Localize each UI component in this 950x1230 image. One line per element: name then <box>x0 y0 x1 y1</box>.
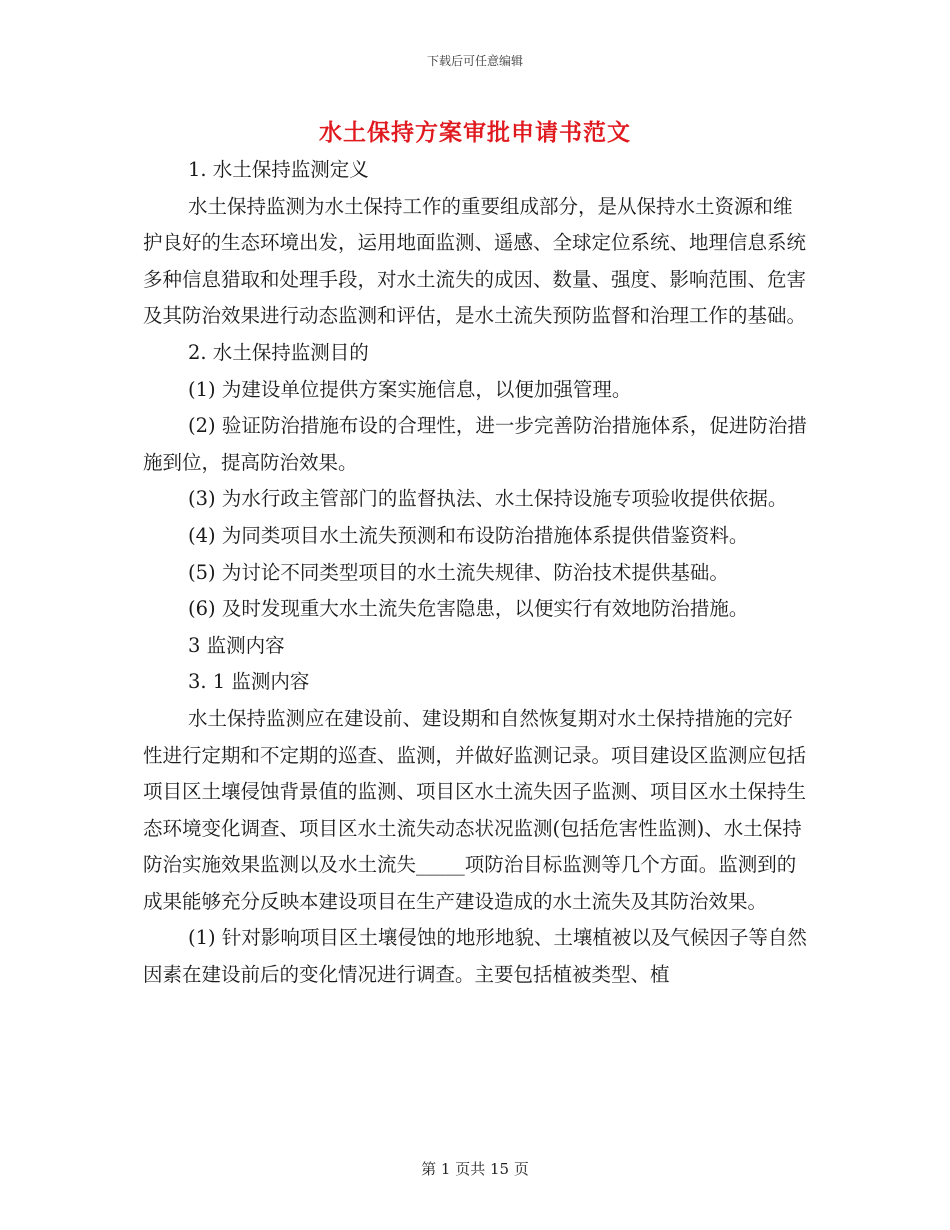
list-item-monitoring-1: (1) 针对影响项目区土壤侵蚀的地形地貌、土壤植被以及气候因子等自然因素在建设前后的变化情况进行调查。主要包括植被类型、植 <box>143 926 807 987</box>
document-title: 水土保持方案审批申请书范文 <box>319 119 631 146</box>
section-heading-1: 1. 水土保持监测定义 <box>188 158 369 181</box>
section-heading-2: 2. 水土保持监测目的 <box>188 340 369 364</box>
list-item-4: (4) 为同类项目水土流失预测和布设防治措施体系提供借鉴资料。 <box>188 523 749 547</box>
paragraph-monitoring-content: 水土保持监测应在建设前、建设期和自然恢复期对水土保持措施的完好性进行定期和不定期的巡查、监测，并做好监测记录。项目建设区监测应包括项目区土壤侵蚀背景值的监测、项目区水土流失因子监测、项目区水土保持生态环境变化调查、项目区水土流失动态状况监测(包括危害性监测)、水土保持防治实施效果监测以及水土流失_____项防治目标监测等几个方面。监测到的成果能够充分反映本建设项目在生产建设造成的水土流失及其防治效果。 <box>143 706 807 913</box>
page-header-note: 下载后可任意编辑 <box>426 54 523 68</box>
list-item-1: (1) 为建设单位提供方案实施信息，以便加强管理。 <box>188 377 632 401</box>
list-item-2: (2) 验证防治措施布设的合理性，进一步完善防治措施体系，促进防治措施到位，提高防治效果。 <box>143 414 807 474</box>
page-number: 第 1 页共 15 页 <box>421 1160 529 1178</box>
list-item-6: (6) 及时发现重大水土流失危害隐患，以便实行有效地防治措施。 <box>188 597 749 621</box>
paragraph-definition: 水土保持监测为水土保持工作的重要组成部分，是从保持水土资源和维护良好的生态环境出发，运用地面监测、遥感、全球定位系统、地理信息系统多种信息猎取和处理手段，对水土流失的成因、数量、强度、影响范围、危害及其防治效果进行动态监测和评估，是水土流失预防监督和治理工作的基础。 <box>143 194 807 328</box>
list-item-3: (3) 为水行政主管部门的监督执法、水土保持设施专项验收提供依据。 <box>188 487 788 511</box>
section-heading-3: 3 监测内容 <box>188 633 285 657</box>
document-body <box>143 152 808 994</box>
list-item-5: (5) 为讨论不同类型项目的水土流失规律、防治技术提供基础。 <box>188 560 729 584</box>
subsection-heading-3-1: 3. 1 监测内容 <box>188 670 310 694</box>
